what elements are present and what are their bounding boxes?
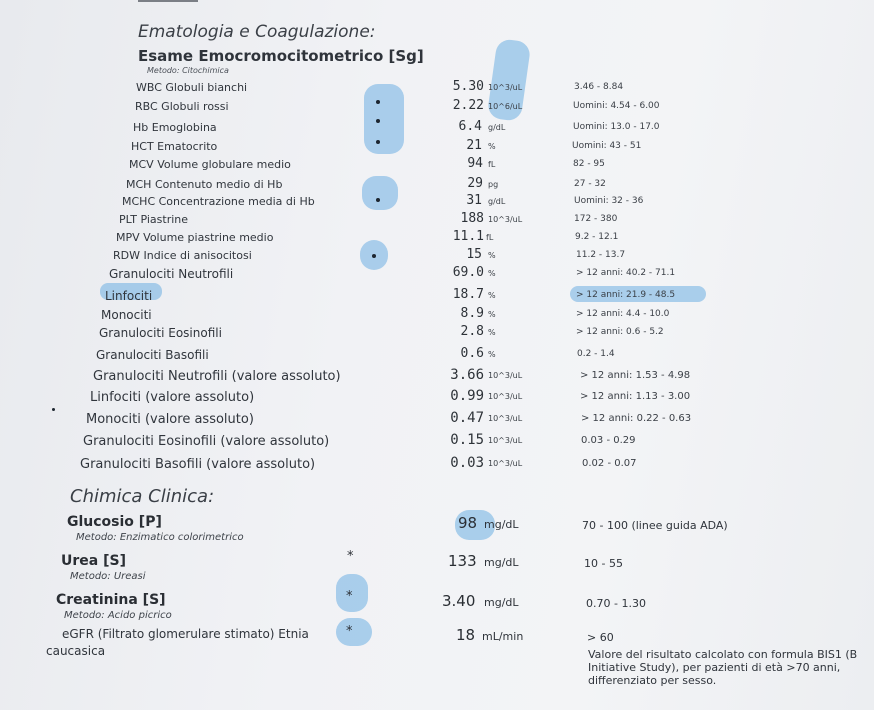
row-reference: 0.2 - 1.4 bbox=[577, 349, 615, 359]
row-reference: > 12 anni: 1.13 - 3.00 bbox=[580, 391, 691, 402]
row-value: 31 bbox=[466, 193, 482, 208]
egfr-flag: * bbox=[346, 624, 353, 639]
urea-flag: * bbox=[347, 549, 354, 564]
section-title-haematology: Ematologia e Coagulazione: bbox=[138, 22, 376, 42]
row-label: Granulociti Basofili bbox=[96, 348, 209, 362]
row-label: Monociti (valore assoluto) bbox=[86, 412, 254, 427]
creatinine-method: Metodo: Acido picrico bbox=[64, 610, 172, 621]
egfr-ref: > 60 bbox=[587, 631, 614, 644]
creatinine-label: Creatinina [S] bbox=[56, 592, 166, 608]
row-label: MCV Volume globulare medio bbox=[129, 158, 291, 171]
urea-value: 133 bbox=[448, 552, 477, 570]
row-value: 8.9 bbox=[460, 306, 484, 321]
creatinine-value: 3.40 bbox=[442, 592, 476, 610]
exam-method: Metodo: Citochimica bbox=[147, 66, 229, 75]
row-reference: > 12 anni: 0.22 - 0.63 bbox=[581, 413, 692, 424]
row-label: Granulociti Eosinofili (valore assoluto) bbox=[83, 434, 330, 449]
highlight-mark bbox=[336, 618, 372, 646]
row-value: 69.0 bbox=[452, 265, 484, 280]
row-label: MCHC Concentrazione media di Hb bbox=[122, 195, 315, 208]
row-unit: 10^3/uL bbox=[488, 459, 523, 468]
row-reference: > 12 anni: 0.6 - 5.2 bbox=[576, 327, 664, 337]
row-label: Monociti bbox=[101, 308, 152, 322]
row-value: 3.66 bbox=[450, 367, 484, 383]
row-unit: % bbox=[488, 350, 496, 359]
section-title-chemistry: Chimica Clinica: bbox=[70, 486, 215, 507]
urea-unit: mg/dL bbox=[484, 556, 519, 569]
glucose-unit: mg/dL bbox=[484, 518, 519, 531]
row-unit: % bbox=[488, 328, 496, 337]
row-reference: > 12 anni: 1.53 - 4.98 bbox=[580, 370, 691, 381]
row-label: RBC Globuli rossi bbox=[135, 100, 229, 113]
flag-dot bbox=[376, 100, 380, 104]
row-unit: 10^3/uL bbox=[488, 83, 523, 92]
egfr-note: Valore del risultato calcolato con formula BIS1 (B Initiative Study), per pazienti di età >70 anni, differenziato per sesso. bbox=[588, 648, 858, 687]
row-reference: > 12 anni: 4.4 - 10.0 bbox=[576, 309, 670, 319]
row-value: 0.15 bbox=[450, 432, 484, 448]
row-unit: fL bbox=[486, 233, 494, 242]
urea-label: Urea [S] bbox=[61, 553, 126, 569]
egfr-label: eGFR (Filtrato glomerulare stimato) Etnia bbox=[62, 627, 309, 641]
urea-method: Metodo: Ureasi bbox=[70, 571, 146, 582]
row-value: 0.99 bbox=[450, 388, 484, 404]
row-label: Granulociti Basofili (valore assoluto) bbox=[80, 457, 316, 472]
row-reference: > 12 anni: 40.2 - 71.1 bbox=[576, 268, 676, 278]
row-value: 6.4 bbox=[458, 119, 482, 134]
row-value: 11.1 bbox=[452, 229, 484, 244]
row-value: 5.30 bbox=[452, 79, 484, 94]
row-reference: 3.46 - 8.84 bbox=[574, 82, 624, 92]
row-unit: 10^3/uL bbox=[488, 414, 523, 423]
glucose-ref: 70 - 100 (linee guida ADA) bbox=[582, 519, 728, 532]
row-value: 0.47 bbox=[450, 410, 484, 426]
urea-ref: 10 - 55 bbox=[584, 557, 623, 570]
row-unit: 10^6/uL bbox=[488, 102, 523, 111]
row-value: 18.7 bbox=[452, 287, 484, 302]
row-unit: 10^3/uL bbox=[488, 392, 523, 401]
row-label: Linfociti bbox=[105, 289, 153, 303]
row-label: RDW Indice di anisocitosi bbox=[113, 249, 252, 262]
creatinine-ref: 0.70 - 1.30 bbox=[586, 597, 646, 610]
row-label: Granulociti Neutrofili bbox=[109, 267, 234, 281]
highlight-mark bbox=[364, 84, 404, 154]
row-reference: 9.2 - 12.1 bbox=[575, 232, 619, 242]
row-unit: 10^3/uL bbox=[488, 215, 523, 224]
row-unit: 10^3/uL bbox=[488, 436, 523, 445]
exam-title: Esame Emocromocitometrico [Sg] bbox=[138, 47, 424, 65]
row-unit: % bbox=[488, 291, 496, 300]
row-reference: 0.02 - 0.07 bbox=[582, 458, 637, 469]
row-unit: g/dL bbox=[488, 197, 506, 206]
stray-dot bbox=[52, 408, 55, 411]
row-unit: % bbox=[488, 142, 496, 151]
row-unit: 10^3/uL bbox=[488, 371, 523, 380]
row-value: 2.8 bbox=[460, 324, 484, 339]
flag-dot bbox=[372, 254, 376, 258]
row-unit: fL bbox=[488, 160, 496, 169]
row-value: 94 bbox=[467, 156, 483, 171]
row-label: Linfociti (valore assoluto) bbox=[90, 390, 255, 405]
row-label: Hb Emoglobina bbox=[133, 121, 217, 134]
row-reference: 172 - 380 bbox=[574, 214, 618, 224]
row-reference: 82 - 95 bbox=[573, 159, 605, 169]
row-unit: % bbox=[488, 310, 496, 319]
row-label: PLT Piastrine bbox=[119, 213, 189, 226]
row-label: HCT Ematocrito bbox=[131, 140, 218, 153]
row-reference: Uomini: 32 - 36 bbox=[574, 196, 644, 206]
row-reference: 0.03 - 0.29 bbox=[581, 435, 636, 446]
glucose-label: Glucosio [P] bbox=[67, 514, 162, 530]
creatinine-flag: * bbox=[346, 589, 353, 604]
row-label: MCH Contenuto medio di Hb bbox=[126, 178, 283, 191]
row-reference: Uomini: 43 - 51 bbox=[572, 141, 642, 151]
row-label: MPV Volume piastrine medio bbox=[116, 231, 274, 244]
row-reference: Uomini: 13.0 - 17.0 bbox=[573, 122, 660, 132]
row-value: 0.03 bbox=[450, 455, 484, 471]
row-unit: pg bbox=[488, 180, 499, 189]
glucose-method: Metodo: Enzimatico colorimetrico bbox=[76, 532, 244, 543]
row-value: 0.6 bbox=[460, 346, 484, 361]
egfr-value: 18 bbox=[456, 626, 476, 644]
creatinine-unit: mg/dL bbox=[484, 596, 519, 609]
row-value: 29 bbox=[467, 176, 483, 191]
flag-dot bbox=[376, 119, 380, 123]
flag-dot bbox=[376, 140, 380, 144]
row-unit: g/dL bbox=[488, 123, 506, 132]
row-reference: 11.2 - 13.7 bbox=[576, 250, 626, 260]
row-label: WBC Globuli bianchi bbox=[136, 81, 248, 94]
row-value: 15 bbox=[466, 247, 482, 262]
row-reference: 27 - 32 bbox=[574, 179, 606, 189]
row-reference: Uomini: 4.54 - 6.00 bbox=[573, 101, 660, 111]
top-rule bbox=[138, 0, 198, 2]
row-label: Granulociti Eosinofili bbox=[99, 326, 222, 340]
row-value: 188 bbox=[460, 211, 484, 226]
row-unit: % bbox=[488, 269, 496, 278]
row-label: Granulociti Neutrofili (valore assoluto) bbox=[93, 369, 341, 384]
highlight-mark bbox=[362, 176, 398, 210]
glucose-value: 98 bbox=[458, 514, 478, 532]
egfr-unit: mL/min bbox=[482, 630, 524, 643]
row-value: 21 bbox=[466, 138, 482, 153]
row-reference: > 12 anni: 21.9 - 48.5 bbox=[576, 290, 676, 300]
egfr-label-line2: caucasica bbox=[46, 644, 106, 658]
flag-dot bbox=[376, 198, 380, 202]
row-value: 2.22 bbox=[452, 98, 484, 113]
row-unit: % bbox=[488, 251, 496, 260]
